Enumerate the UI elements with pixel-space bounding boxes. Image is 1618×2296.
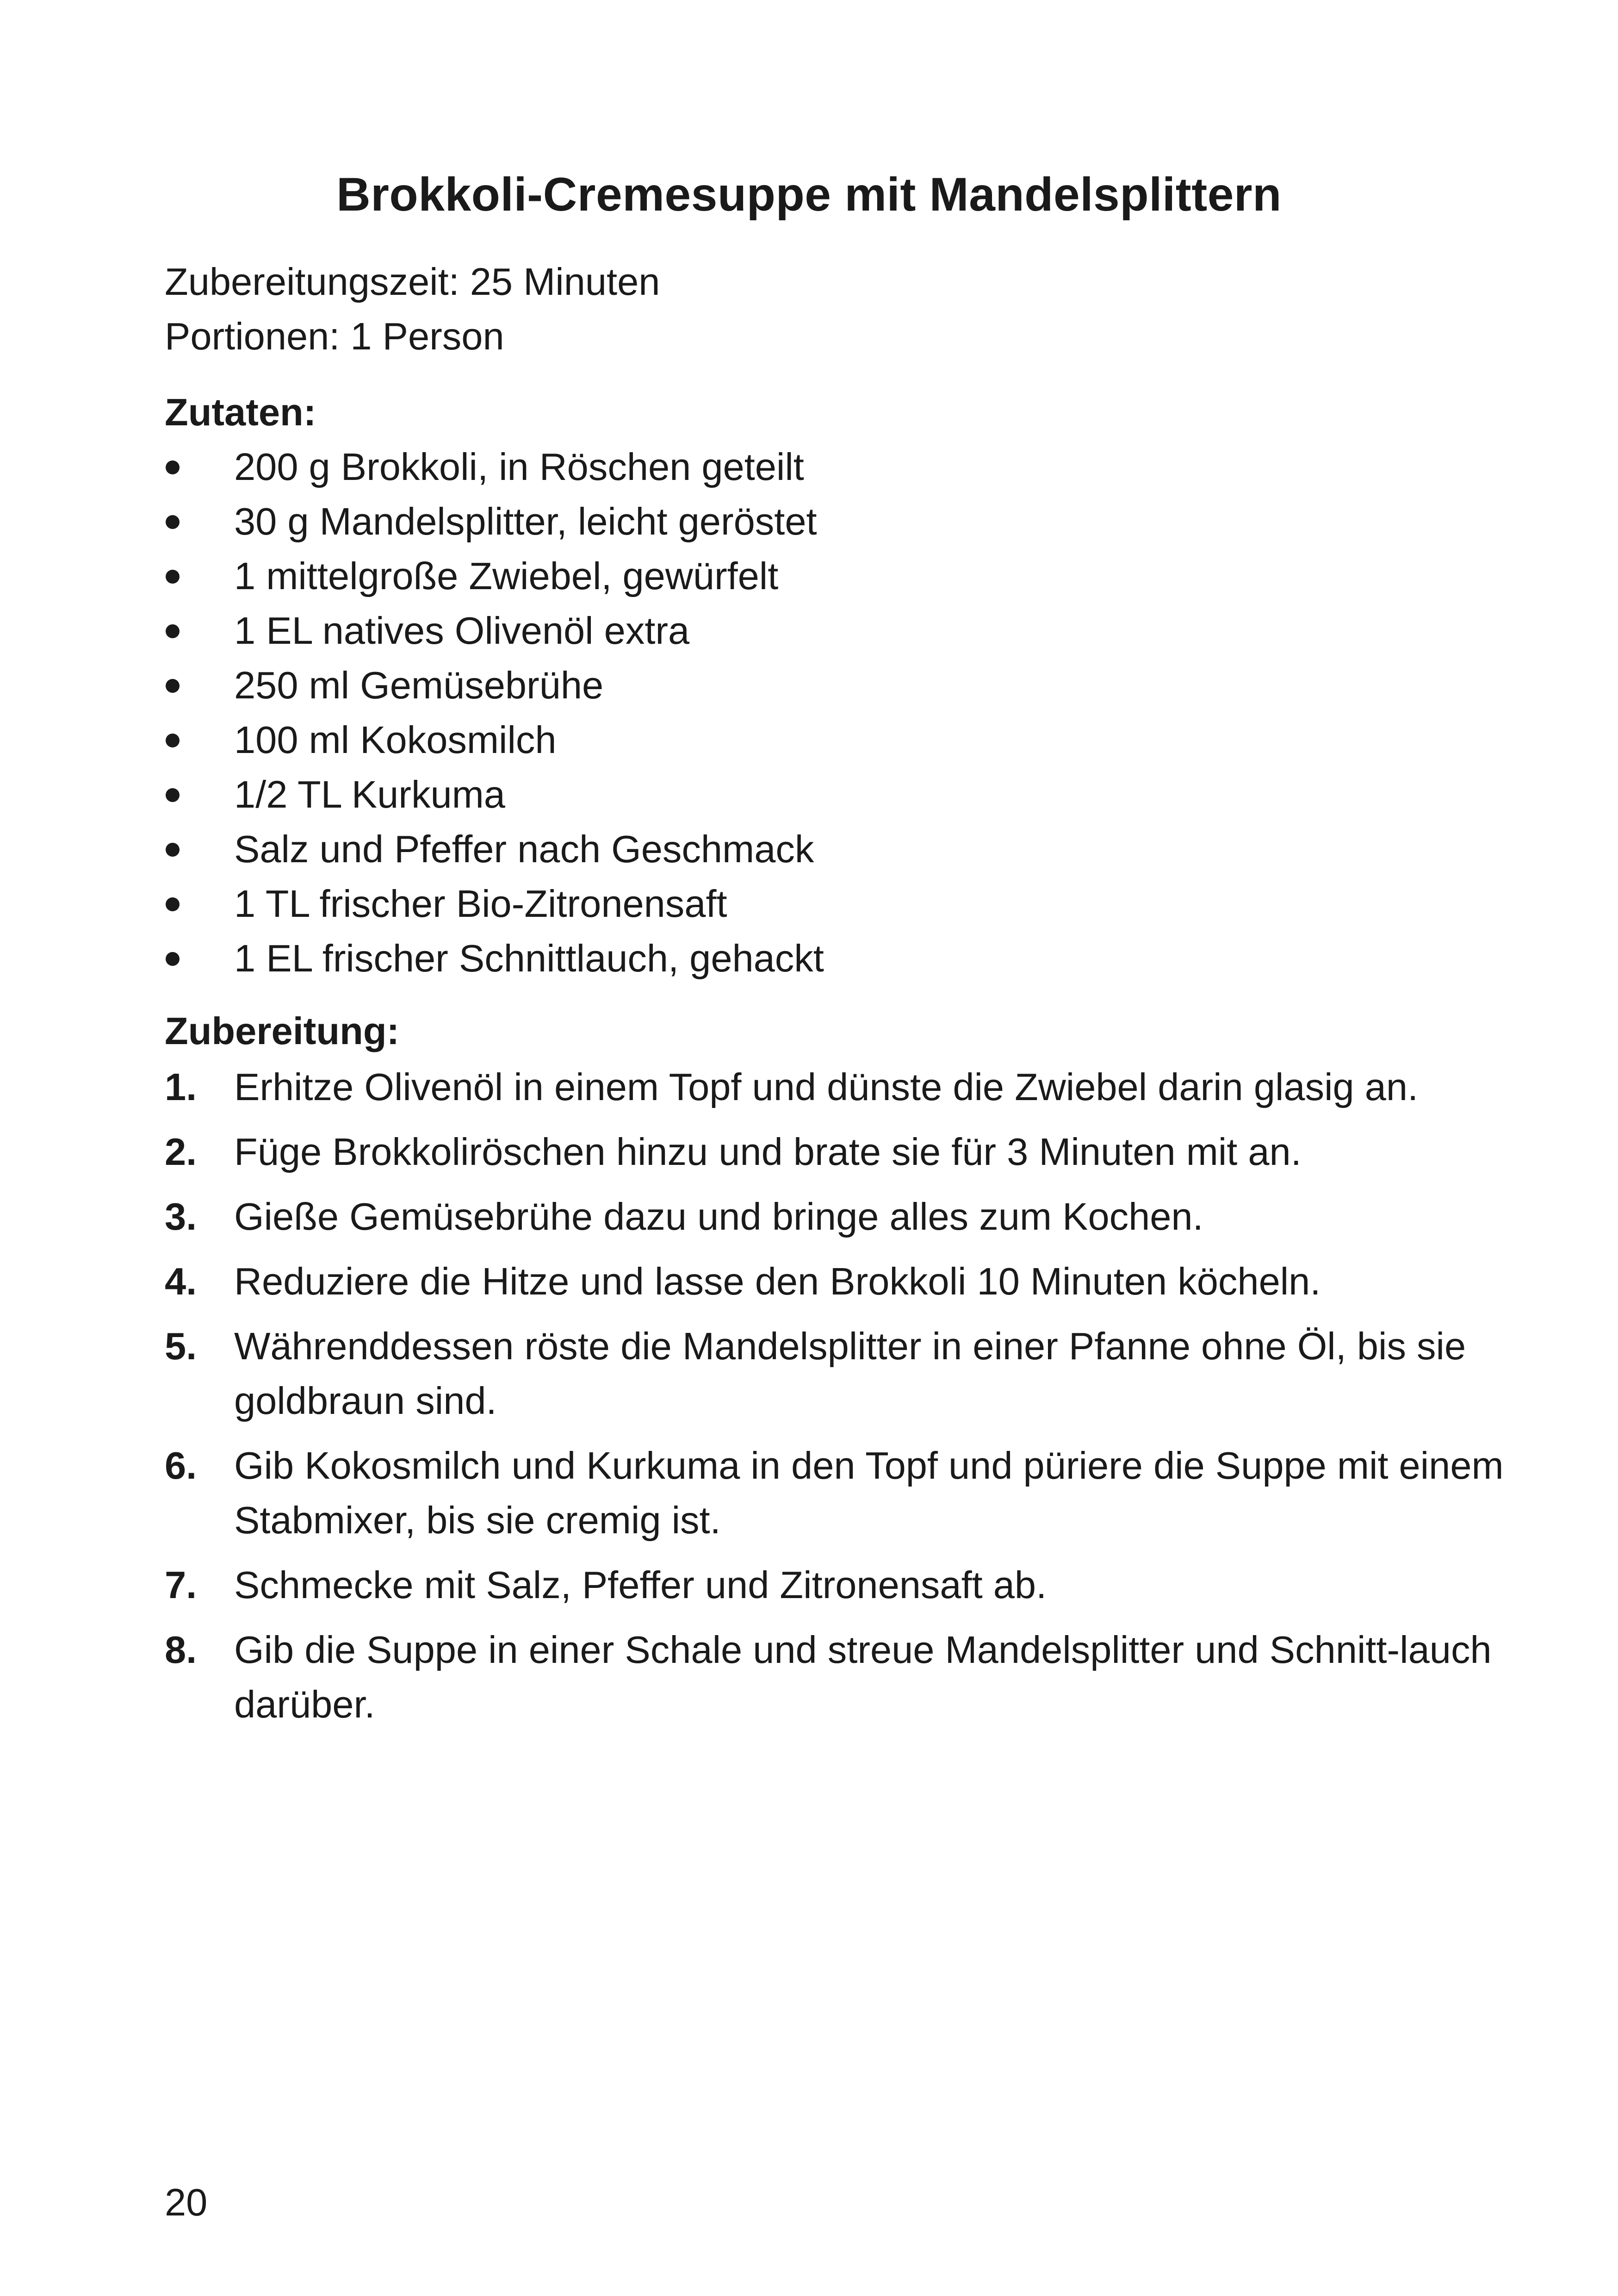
prep-time: Zubereitungszeit: 25 Minuten [165, 260, 660, 303]
ingredient-item [165, 713, 1506, 767]
ingredient-text: 30 g Mandelsplitter, leicht geröstet [234, 500, 817, 543]
bullet-icon [166, 624, 180, 638]
step-number: 8. [165, 1628, 197, 1671]
bullet-icon [166, 843, 180, 857]
step-item [165, 1060, 1506, 1114]
ingredient-text: 1/2 TL Kurkuma [234, 773, 505, 816]
bullet-icon [166, 734, 180, 747]
step-item [165, 1438, 1506, 1548]
ingredient-item [165, 877, 1506, 931]
ingredients-list [165, 440, 1506, 986]
ingredient-item [165, 822, 1506, 877]
step-text: Währenddessen röste die Mandelsplitter in einer Pfanne ohne Öl, bis sie goldbraun sind. [234, 1325, 1466, 1422]
step-text: Gieße Gemüsebrühe dazu und bringe alles zum Kochen. [234, 1195, 1203, 1238]
ingredient-item [165, 931, 1506, 986]
step-text: Gib die Suppe in einer Schale und streue Mandelsplitter und Schnitt-lauch darüber. [234, 1628, 1492, 1726]
ingredient-text: 100 ml Kokosmilch [234, 718, 557, 761]
step-item [165, 1558, 1506, 1612]
ingredient-item [165, 494, 1506, 549]
step-item [165, 1623, 1506, 1732]
step-number: 4. [165, 1260, 197, 1303]
step-text: Erhitze Olivenöl in einem Topf und dünste die Zwiebel darin glasig an. [234, 1065, 1419, 1108]
ingredient-text: 200 g Brokkoli, in Röschen geteilt [234, 445, 804, 488]
step-number: 6. [165, 1444, 197, 1487]
ingredient-text: Salz und Pfeffer nach Geschmack [234, 828, 814, 871]
steps-heading: Zubereitung: [165, 1009, 400, 1052]
ingredient-text: 1 mittelgroße Zwiebel, gewürfelt [234, 554, 779, 597]
bullet-icon [166, 679, 180, 693]
ingredient-item [165, 440, 1506, 494]
ingredient-item [165, 549, 1506, 604]
ingredient-text: 250 ml Gemüsebrühe [234, 664, 604, 707]
step-number: 7. [165, 1563, 197, 1606]
step-text: Reduziere die Hitze und lasse den Brokkoli 10 Minuten köcheln. [234, 1260, 1321, 1303]
step-item [165, 1125, 1506, 1179]
recipe-meta [165, 255, 660, 364]
step-number: 2. [165, 1130, 197, 1173]
step-number: 3. [165, 1195, 197, 1238]
bullet-icon [166, 952, 180, 966]
ingredients-heading: Zutaten: [165, 391, 316, 434]
step-item [165, 1319, 1506, 1428]
bullet-icon [166, 460, 180, 474]
ingredient-text: 1 TL frischer Bio-Zitronensaft [234, 882, 727, 925]
step-number: 5. [165, 1325, 197, 1368]
bullet-icon [166, 788, 180, 802]
servings: Portionen: 1 Person [165, 315, 504, 358]
bullet-icon [166, 515, 180, 529]
bullet-icon [166, 570, 180, 584]
step-text: Füge Brokkoliröschen hinzu und brate sie für 3 Minuten mit an. [234, 1130, 1302, 1173]
step-text: Gib Kokosmilch und Kurkuma in den Topf und püriere die Suppe mit einem Stabmixer, bis sie cremig ist. [234, 1444, 1504, 1542]
step-text: Schmecke mit Salz, Pfeffer und Zitronensaft ab. [234, 1563, 1047, 1606]
bullet-icon [166, 897, 180, 911]
ingredient-item [165, 767, 1506, 822]
step-item [165, 1254, 1506, 1309]
page-number: 20 [165, 2181, 208, 2224]
steps-list [165, 1060, 1506, 1742]
step-number: 1. [165, 1065, 197, 1108]
ingredient-item [165, 658, 1506, 713]
ingredient-item [165, 604, 1506, 658]
ingredient-text: 1 EL frischer Schnittlauch, gehackt [234, 937, 824, 980]
recipe-title: Brokkoli-Cremesuppe mit Mandelsplittern [336, 168, 1282, 221]
step-item [165, 1189, 1506, 1244]
ingredient-text: 1 EL natives Olivenöl extra [234, 609, 690, 652]
